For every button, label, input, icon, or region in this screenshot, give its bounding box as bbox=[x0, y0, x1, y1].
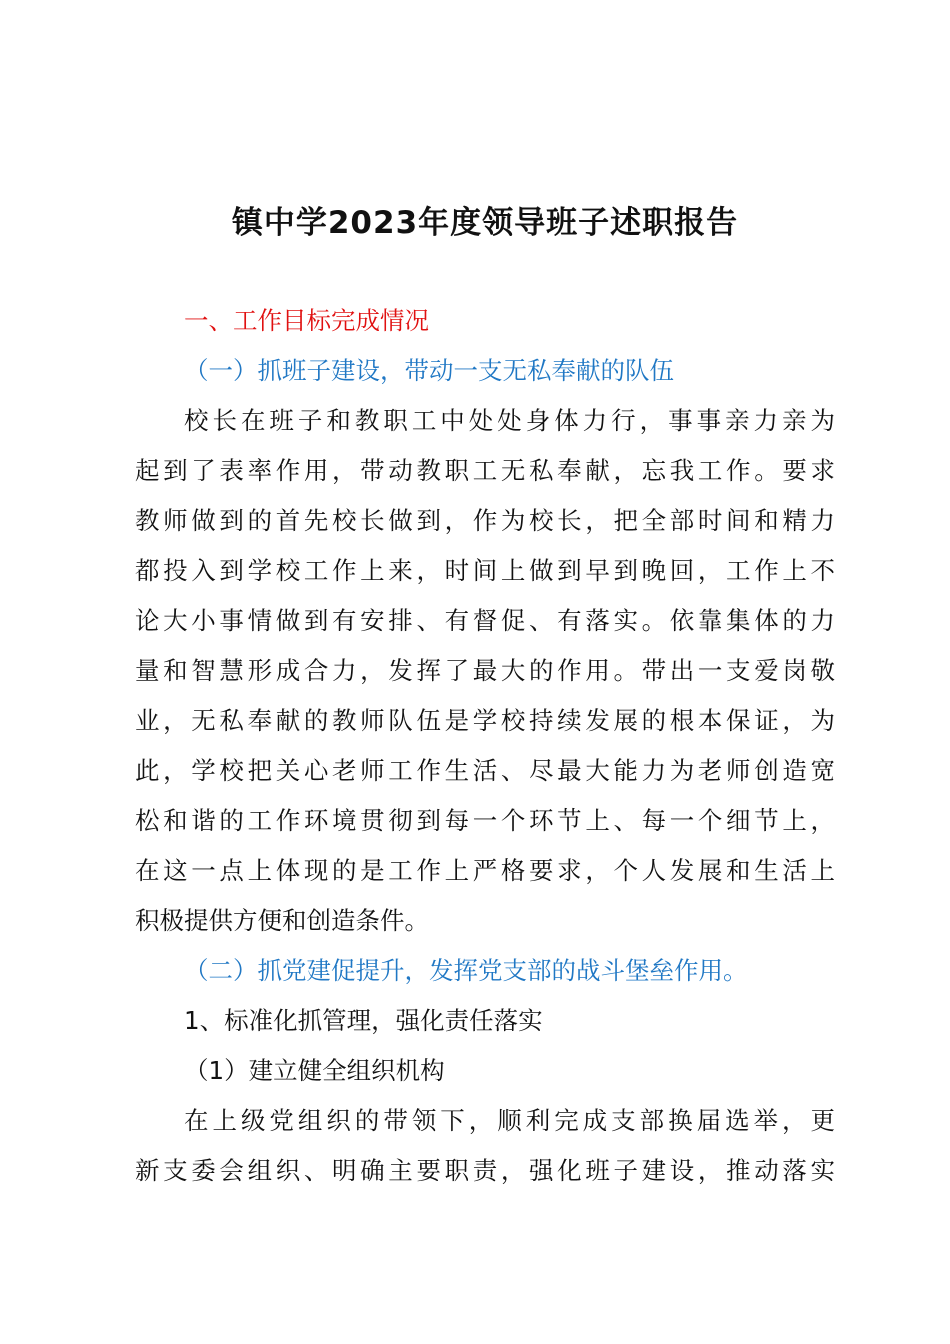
paragraph-line: 起到了表率作用，带动教职工无私奉献，忘我工作。要求 bbox=[135, 456, 835, 485]
section-heading-1: 一、工作目标完成情况 bbox=[184, 306, 429, 335]
paragraph-line: 论大小事情做到有安排、有督促、有落实。依靠集体的力 bbox=[135, 606, 835, 635]
paragraph-line: 都投入到学校工作上来，时间上做到早到晚回，工作上不 bbox=[135, 556, 835, 585]
document-title: 镇中学2023年度领导班子述职报告 bbox=[231, 205, 739, 241]
paragraph-line: 在这一点上体现的是工作上严格要求，个人发展和生活上 bbox=[135, 856, 835, 885]
paragraph-2 bbox=[135, 1096, 835, 1196]
paragraph-1 bbox=[135, 396, 835, 946]
subsection-heading-2: （二）抓党建促提升，发挥党支部的战斗堡垒作用。 bbox=[184, 956, 748, 985]
paragraph-line: 积极提供方便和创造条件。 bbox=[135, 906, 429, 935]
paragraph-line: 新支委会组织、明确主要职责，强化班子建设，推动落实 bbox=[135, 1156, 835, 1185]
paragraph-line: 教师做到的首先校长做到，作为校长，把全部时间和精力 bbox=[135, 506, 835, 535]
document-body bbox=[135, 203, 835, 1196]
item-heading-1: 1、标准化抓管理，强化责任落实 bbox=[184, 1006, 543, 1035]
paragraph-line: 量和智慧形成合力，发挥了最大的作用。带出一支爱岗敬 bbox=[135, 656, 835, 685]
paragraph-line: 校长在班子和教职工中处处身体力行，事事亲力亲为 bbox=[184, 406, 835, 435]
paragraph-line: 松和谐的工作环境贯彻到每一个环节上、每一个细节上， bbox=[135, 806, 835, 835]
paragraph-line: 此，学校把关心老师工作生活、尽最大能力为老师创造宽 bbox=[135, 756, 835, 785]
subsection-heading-1: （一）抓班子建设，带动一支无私奉献的队伍 bbox=[184, 356, 674, 385]
paragraph-line: 在上级党组织的带领下，顺利完成支部换届选举，更 bbox=[184, 1106, 835, 1135]
item-subheading-1: （1）建立健全组织机构 bbox=[184, 1056, 445, 1085]
paragraph-line: 业，无私奉献的教师队伍是学校持续发展的根本保证，为 bbox=[135, 706, 835, 735]
